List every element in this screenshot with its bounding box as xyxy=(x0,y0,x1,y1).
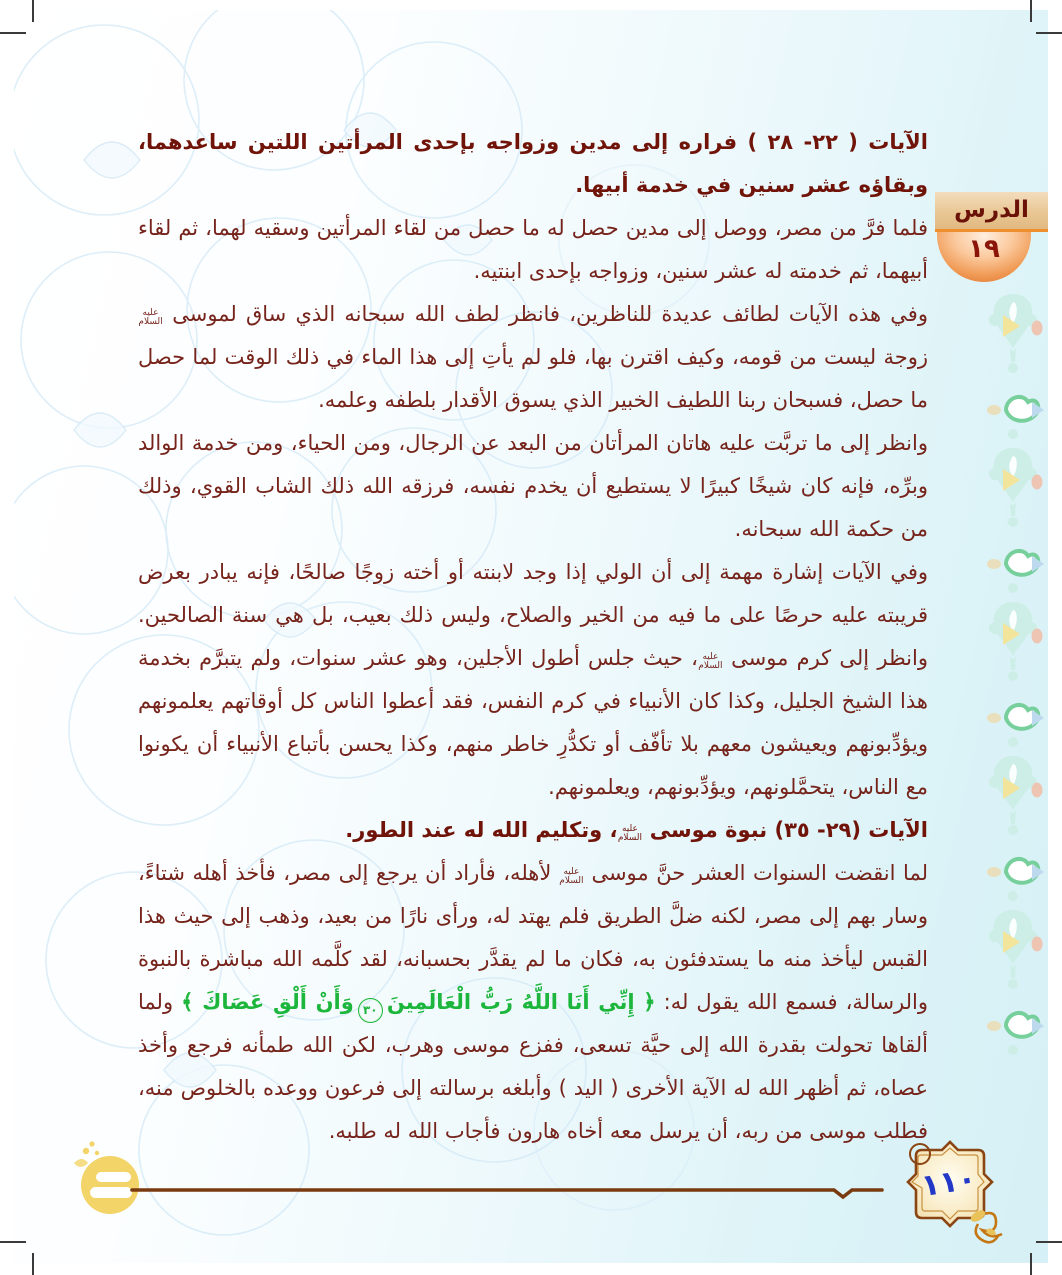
paragraph: وفي الآيات إشارة مهمة إلى أن الولي إذا وجد لابنته أو أخته زوجًا صالحًا، فإنه يبادر بعرض قريبته عليه حرصًا على ما فيه من الخير والصلاح، وليس ذلك بعيب، بل هي سنة الصالحين. وانظر إلى كرم موسى عليه السلام، حيث جلس أطول الأجلين، وهو عشر سنوات، ولم يتبرَّم بخدمة هذا الشيخ الجليل، وكذا كان الأنبياء في كرم النفس، فقد أعطوا الناس كل أوقاتهم يعلمونهم ويؤدِّبونهم ويعيشون معهم بلا تأفّف أو تكدُّرِ خاطر منهم، وكذا يحسن بأتباع الأنبياء أن يكونوا مع الناس، يتحمَّلونهم، ويؤدِّبونهم، ويعلمونهم. xyxy=(138,560,928,799)
verse-close-bracket: ﴾ xyxy=(181,990,194,1014)
crop-mark xyxy=(32,0,34,22)
paragraph: لما انقضت السنوات العشر حنَّ موسى عليه السلام لأهله، فأراد أن يرجع إلى مصر، فأخذ أهله شتاءً، وسار بهم إلى مصر، لكنه ضلَّ الطريق فلم يهتد له، ورأى نارًا من بعيد، وذهب إلى حيث هذا القبس ليأخذ منه ما يستدفئون به، فكان ما لم يقدَّر بحسبانه، لقد كلَّمه الله مباشرة بالنبوة والرسالة، فسمع الله يقول له: ﴿ إِنِّي أَنَا اللَّهُ رَبُّ الْعَالَمِينَ٣٠وَأَنْ أَلْقِ عَصَاكَ ﴾ ولما ألقاها تحولت بقدرة الله إلى حيَّة تسعى، ففزع موسى وهرب، لكن الله طمأنه فرجع وأخذ عصاه، ثم أظهر الله له الآية الأخرى ( اليد ) وأبلغه برسالته إلى فرعون ووعده بالخلوص منه، فطلب موسى من ربه، أن يرسل معه أخاه هارون فأجاب الله له طلبه. xyxy=(138,861,929,1143)
lesson-number: ١٩ xyxy=(968,234,1000,264)
quran-verse: ﴿ إِنِّي أَنَا اللَّهُ رَبُّ الْعَالَمِينَ٣٠وَأَنْ أَلْقِ عَصَاكَ ﴾ xyxy=(181,990,655,1014)
crop-mark xyxy=(1036,32,1062,34)
alayhis-salam-symbol: عليه السلام xyxy=(617,824,643,843)
page-number-frame xyxy=(892,1138,1024,1258)
crop-mark xyxy=(1030,0,1032,22)
alayhis-salam-symbol: عليه السلام xyxy=(559,867,584,886)
crop-mark xyxy=(32,1253,34,1275)
ayah-number-medallion: ٣٠ xyxy=(358,998,383,1023)
crop-mark xyxy=(0,32,26,34)
lesson-tab xyxy=(935,192,1048,232)
crop-mark xyxy=(1030,1253,1032,1275)
alayhis-salam-symbol: عليه السلام xyxy=(698,652,723,671)
section-heading-verses-22-28: الآيات ( ٢٢- ٢٨ ) فراره إلى مدين وزواجه بإحدى المرأتين اللتين ساعدهما، وبقاؤه عشر سنين في خدمة أبيها. xyxy=(138,130,928,197)
section-heading-verses-29-35: الآيات (٢٩- ٣٥) نبوة موسى عليه السلام، وتكليم الله له عند الطور. xyxy=(345,818,928,843)
lesson-tab-label: الدرس xyxy=(954,197,1029,223)
footer-rule xyxy=(130,1183,886,1201)
ornamental-border xyxy=(982,288,1044,1060)
page-number: ١١٠ xyxy=(918,1160,979,1205)
crop-mark xyxy=(0,1241,26,1243)
alayhis-salam-symbol: عليه السلام xyxy=(138,308,163,327)
decorative-emblem xyxy=(48,1133,178,1228)
paragraph: فلما فرَّ من مصر، ووصل إلى مدين حصل له ما حصل من لقاء المرأتين وسقيه لهما، ثم لقاء أبيهما، ثم خدمته له عشر سنين، وزواجه بإحدى ابنتيه. xyxy=(138,216,928,283)
paragraph: وانظر إلى ما تربَّت عليه هاتان المرأتان من البعد عن الرجال، ومن الحياء، ومن خدمة الوالد وبرِّه، فإنه كان شيخًا كبيرًا لا يستطيع أن يخدم نفسه، فرزقه الله ذلك الشاب القوي، وذلك من حكمة الله سبحانه. xyxy=(138,431,928,541)
main-text xyxy=(138,121,928,1153)
crop-mark xyxy=(1036,1241,1062,1243)
paragraph: وفي هذه الآيات لطائف عديدة للناظرين، فانظر لطف الله سبحانه الذي ساق لموسى عليه السلام زوجة ليست من قومه، وكيف اقترن بها، فلو لم يأتِ إلى هذا الماء في ذلك الوقت لما حصل ما حصل، فسبحان ربنا اللطيف الخبير الذي يسوق الأقدار بلطفه وعلمه. xyxy=(138,302,928,412)
verse-open-bracket: ﴿ xyxy=(643,990,656,1014)
